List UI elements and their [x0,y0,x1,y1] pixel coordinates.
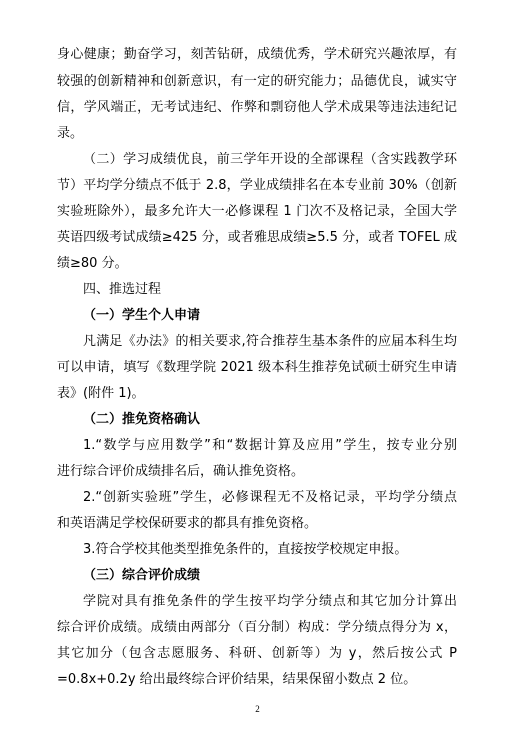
text-line: 身心健康；勤奋学习，刻苦钻研，成绩优秀，学术研究兴趣浓厚，有 [57,47,457,62]
text-line: 1.“数学与应用数学”和“数据计算及应用”学生，按专业分别 [83,438,457,453]
text-line: 学院对具有推免条件的学生按平均学分绩点和其它加分计算出 [83,594,457,609]
subsection-heading: （一）学生个人申请 [83,308,201,323]
page-number: 2 [255,704,260,714]
text-line: 可以申请，填写《数理学院 2021 级本科生推荐免试硕士研究生申请 [57,360,457,375]
text-line: 节）平均学分绩点不低于 2.8，学业成绩排名在本专业前 30%（创新 [57,178,457,193]
text-line: 表》(附件 1)。 [57,386,145,401]
text-line: （二）学习成绩优良，前三学年开设的全部课程（含实践教学环 [83,152,457,167]
text-line: 进行综合评价成绩排名后，确认推免资格。 [57,464,305,479]
text-line: 凡满足《办法》的相关要求,符合推荐生基本条件的应届本科生均 [83,334,457,349]
text-line: 3.符合学校其他类型推免条件的，直接按学校规定申报。 [83,542,408,557]
text-line: 信，学风端正，无考试违纪、作弊和剽窃他人学术成果等违法违纪记 [57,100,457,115]
text-line: 2.“创新实验班”学生，必修课程无不及格记录，平均学分绩点 [83,490,457,505]
text-line: 综合评价成绩。成绩由两部分（百分制）构成：学分绩点得分为 x， [57,620,457,635]
subsection-heading: （三）综合评价成绩 [83,568,201,583]
text-line: 绩≥80 分。 [57,256,128,271]
text-line: 录。 [57,126,84,141]
text-line: 英语四级考试成绩≥425 分，或者雅思成绩≥5.5 分，或者 TOFEL 成 [57,230,457,245]
text-line: 实验班除外），最多允许大一必修课程 1 门次不及格记录，全国大学 [57,204,457,219]
section-heading: 四、推选过程 [83,282,162,297]
text-line: 和英语满足学校保研要求的都具有推免资格。 [57,516,318,531]
text-line: 较强的创新精神和创新意识，有一定的研究能力；品德优良，诚实守 [57,74,457,89]
text-line: 其它加分（包含志愿服务、科研、创新等）为 y，然后按公式 P [57,646,457,661]
text-line: =0.8x+0.2y 给出最终综合评价结果，结果保留小数点 2 位。 [57,672,417,687]
subsection-heading: （二）推免资格确认 [83,412,201,427]
